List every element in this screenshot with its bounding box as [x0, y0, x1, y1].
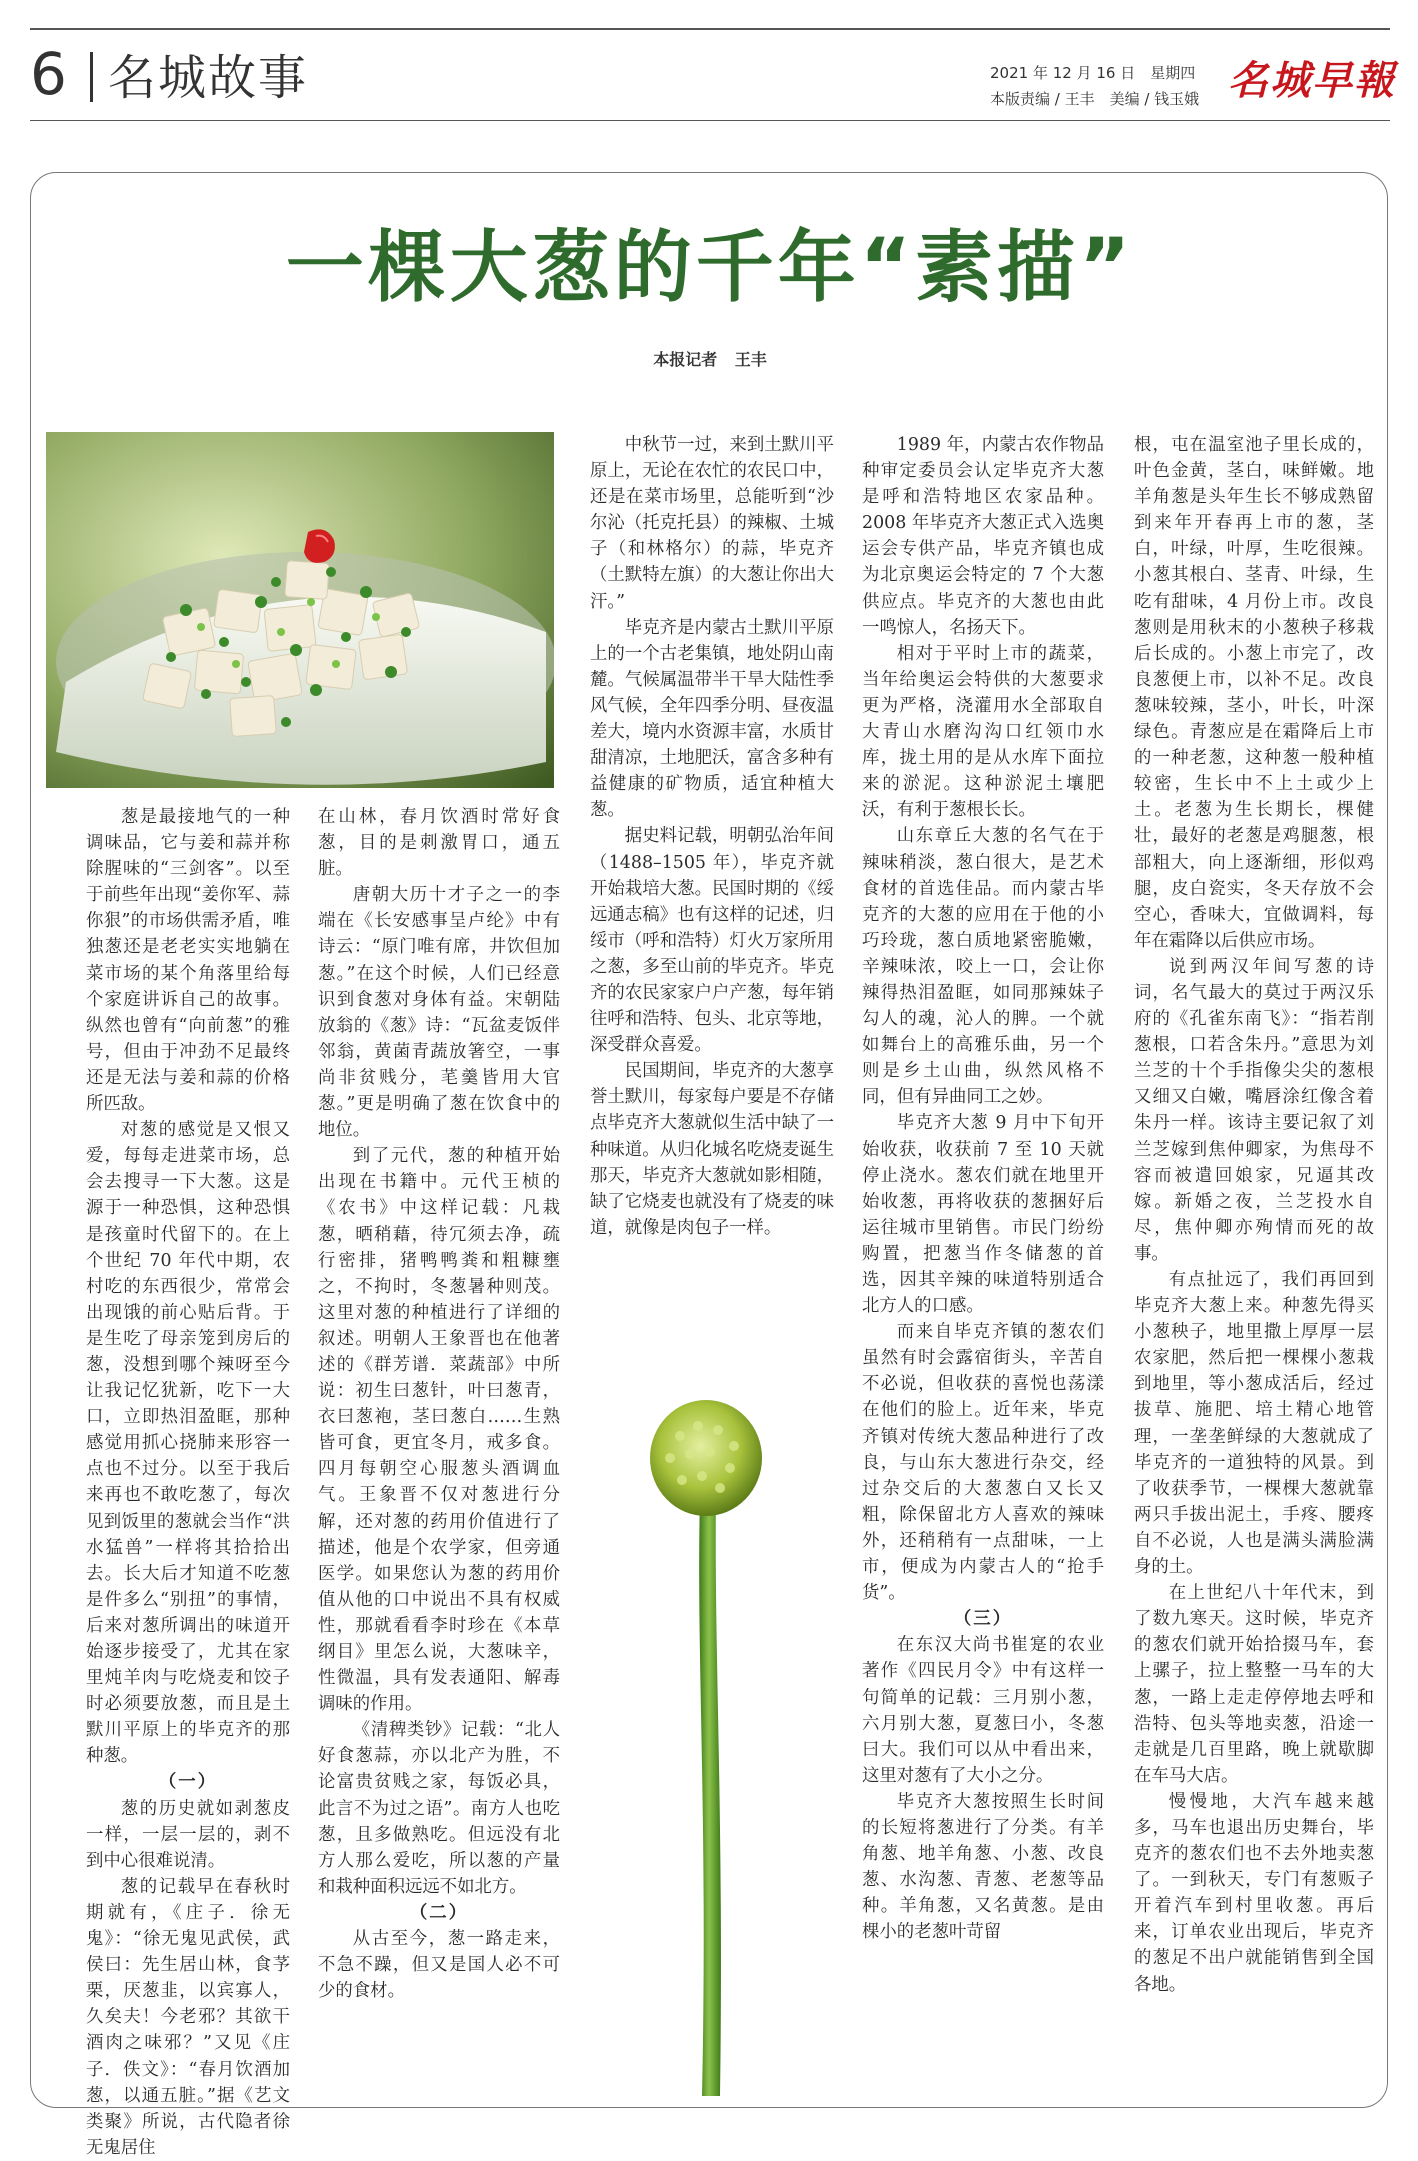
- byline: [30, 348, 1390, 372]
- paragraph: 说到两汉年间写葱的诗词，名气最大的莫过于两汉乐府的《孔雀东南飞》：“指若削葱根，口若含朱丹。”意思为刘兰芝的十个手指像尖尖的葱根又细又白嫩，嘴唇涂红像含着朱丹一样。该诗主要记叙了刘兰芝嫁到焦仲卿家，为焦母不容而被遣回娘家，兄逼其改嫁。新婚之夜，兰芝投水自尽，焦仲卿亦殉情而死的故事。: [1134, 956, 1374, 1264]
- page-number: 6: [30, 40, 67, 108]
- paragraph: 毕克齐是内蒙古土默川平原上的一个古老集镇，地处阴山南麓。气候属温带半干旱大陆性季风气候，全年四季分明、昼夜温差大，境内水资源丰富，水质甘甜清凉，土地肥沃，富含多种有益健康的矿物质，适宜种植大葱。: [590, 617, 834, 821]
- paragraph: 有点扯远了，我们再回到毕克齐大葱上来。种葱先得买小葱秧子，地里撒上厚厚一层农家肥，然后把一棵棵小葱栽到地里，等小葱成活后，经过拔草、施肥、培土精心地管理，一垄垄鲜绿的大葱就成了毕克齐的一道独特的风景。到了收获季节，一棵棵大葱就靠两只手拔出泥土，手疼、腰疼自不必说，人也是满头满脸满身的土。: [1134, 1270, 1374, 1578]
- paragraph: 《清稗类钞》记载：“北人好食葱蒜，亦以北产为胜，不论富贵贫贱之家，每饭必具，此言不为过之语”。南方人也吃葱，且多做熟吃。但远没有北方人那么爱吃，所以葱的产量和栽种面积远远不如北方。: [318, 1720, 560, 1897]
- tofu-dish-illustration: [46, 432, 554, 788]
- article-column-2: [318, 804, 560, 2004]
- paragraph: 相对于平时上市的蔬菜，当年给奥运会特供的大葱要求更为严格，浇灌用水全部取自大青山水磨沟沟口红领巾水库，拢土用的是从水库下面拉来的淤泥。这种淤泥土壤肥沃，有利于葱根长长。: [862, 643, 1104, 821]
- paragraph: 1989 年，内蒙古农作物品种审定委员会认定毕克齐大葱是呼和浩特地区农家品种。2008 年毕克齐大葱正式入选奥运会专供产品，毕克齐镇也成为北京奥运会特定的 7 个大葱供应点。毕克齐的大葱也由此一鸣惊人，名扬天下。: [862, 435, 1104, 638]
- article-column-1: [86, 804, 290, 2161]
- masthead-separator: [90, 52, 93, 102]
- editors-credit: 本版责编 / 王丰 美编 / 钱玉娥: [990, 90, 1200, 108]
- masthead-top-rule: [30, 28, 1390, 30]
- paragraph: 葱的历史就如剥葱皮一样，一层一层的，剥不到中心很难说清。: [86, 1798, 290, 1871]
- paragraph: 从古至今，葱一路走来，不急不躁，但又是国人必不可少的食材。: [318, 1929, 560, 2002]
- tofu-scallion-photo: [46, 432, 554, 788]
- paragraph: 在山林，春月饮酒时常好食葱，目的是刺激胃口，通五脏。: [318, 807, 560, 880]
- paragraph: 到了元代，葱的种植开始出现在书籍中。元代王桢的《农书》中这样记载：凡栽葱，晒稍藉，待冗须去净，疏行密排，猪鸭鸭粪和粗糠壅之，不拘时，冬葱暑种则茂。这里对葱的种植进行了详细的叙述。明朝人王象晋也在他著述的《群芳谱．菜蔬部》中所说：初生曰葱针，叶曰葱青，衣曰葱袍，茎曰葱白……生熟皆可食，更宜冬月，戒多食。四月每朝空心服葱头酒调血气。王象晋不仅对葱进行分解，还对葱的药用价值进行了描述，他是个农学家，但旁通医学。如果您认为葱的药用价值从他的口中说出不具有权威性，那就看看李时珍在《本草纲目》里怎么说，大葱味辛，性微温，具有发表通阳、解毒调味的作用。: [318, 1146, 560, 1715]
- section-title: 名城故事: [108, 50, 309, 106]
- paragraph: 葱的记载早在春秋时期就有，《庄子．徐无鬼》：“徐无鬼见武侯，武侯曰：先生居山林，食芧栗，厌葱韭，以宾寡人，久矣夫！今老邪？其欲干酒肉之味邪？”又见《庄子．佚文》：“春月饮酒加葱，以通五脏。”据《艺文类聚》所说，古代隐者徐无鬼居住: [86, 1876, 290, 2158]
- scallion-stalk-illustration: [640, 1396, 770, 2096]
- paragraph: 毕克齐大葱 9 月中下旬开始收获，收获前 7 至 10 天就停止浇水。葱农们就在地里开始收葱，再将收获的葱捆好后运往城市里销售。市民门纷纷购置，把葱当作冬储葱的首选，因其辛辣的味道特别适合北方人的口感。: [862, 1113, 1104, 1317]
- article-headline: 一棵大葱的千年“素描”: [285, 223, 1135, 313]
- paragraph: 根，屯在温室池子里长成的，叶色金黄，茎白，味鲜嫩。地羊角葱是头年生长不够成熟留到来年开春再上市的葱，茎白，叶绿，叶厚，生吃很辣。小葱其根白、茎青、叶绿，生吃有甜味，4 月份上市。改良葱则是用秋末的小葱秧子移栽后长成的。小葱上市完了，改良葱便上市，以补不足。改良葱味较辣，茎小，叶长，叶深绿色。青葱应是在霜降后上市的一种老葱，这种葱一般种植较密，生长中不上土或少上土。老葱为生长期长，棵健壮，最好的老葱是鸡腿葱，根部粗大，向上逐渐细，形似鸡腿，皮白瓷实，冬天存放不会空心，香味大，宜做调料，每年在霜降以后供应市场。: [1134, 435, 1374, 951]
- section-subhead-1: （一）: [158, 1772, 218, 1793]
- newspaper-logo: 名城早報: [1228, 57, 1396, 104]
- paragraph: 对葱的感觉是又恨又爱，每每走进菜市场，总会去搜寻一下大葱。这是源于一种恐惧，这种恐惧是孩童时代留下的。在上个世纪 70 年代中期，农村吃的东西很少，常常会出现饿的前心贴后背。于是生吃了母亲笼到房后的葱，没想到哪个辣呀至今让我记忆犹新，吃下一大口，立即热泪盈眶，那种感觉用抓心挠肺来形容一点也不过分。以至于我后来再也不敢吃葱了，每次见到饭里的葱就会当作“洪水猛兽”一样将其拾拾出去。长大后才知道不吃葱是件多么“别扭”的事情，后来对葱所调出的味道开始逐步接受了，尤其在家里炖羊肉与吃烧麦和饺子时必须要放葱，而且是土默川平原上的毕克齐的那种葱。: [86, 1120, 290, 1767]
- paragraph: 民国期间，毕克齐的大葱享誉土默川，每家每户要是不存储点毕克齐大葱就似生活中缺了一种味道。从归化城名吃烧麦诞生那天，毕克齐大葱就如影相随，缺了它烧麦也就没有了烧麦的味道，就像是肉包子一样。: [590, 1061, 834, 1238]
- scallion-flower-decoration: [640, 1396, 770, 2096]
- paragraph: 毕克齐大葱按照生长时间的长短将葱进行了分类。有羊角葱、地羊角葱、小葱、改良葱、水沟葱、青葱、老葱等品种。羊角葱，又名黄葱。是由棵小的老葱叶苛留: [862, 1791, 1104, 1943]
- article-column-5: [1134, 432, 1374, 1998]
- paragraph: 在上世纪八十年代末，到了数九寒天。这时候，毕克齐的葱农们就开始拾掇马车，套上骡子，拉上整整一马车的大葱，一路上走走停停地去呼和浩特、包头等地卖葱，沿途一走就是几百里路，晚上就歇脚在车马大店。: [1134, 1583, 1374, 1786]
- masthead-bottom-rule: [30, 120, 1390, 121]
- paragraph: 中秋节一过，来到土默川平原上，无论在农忙的农民口中，还是在菜市场里，总能听到“沙尔沁（托克托县）的辣椒、土城子（和林格尔）的蒜，毕克齐（土默特左旗）的大葱让你出大汗。”: [590, 435, 834, 612]
- section-subhead-2: （二）: [409, 1902, 469, 1923]
- byline-name: 王丰: [734, 350, 767, 369]
- paragraph: 慢慢地，大汽车越来越多，马车也退出历史舞台，毕克齐的葱农们也不去外地卖葱了。一到秋天，专门有葱贩子开着汽车到村里收葱。再后来，订单农业出现后，毕克齐的葱足不出户就能销售到全国各地。: [1134, 1791, 1374, 1995]
- issue-date: 2021 年 12 月 16 日 星期四: [990, 64, 1196, 82]
- paragraph: 在东汉大尚书崔寔的农业著作《四民月令》中有这样一句简单的记载：三月别小葱，六月别大葱，夏葱曰小，冬葱曰大。我们可以从中看出来，这里对葱有了大小之分。: [862, 1635, 1104, 1786]
- article-column-4: [862, 432, 1104, 1945]
- byline-role: 本报记者: [653, 350, 718, 369]
- paragraph: 据史料记载，明朝弘治年间（1488–1505 年），毕克齐就开始栽培大葱。民国时期的《绥远通志稿》也有这样的记述，归绥市（呼和浩特）灯火万家所用之葱，多至山前的毕克齐。毕克齐的农民家家户户产葱，每年销往呼和浩特、包头、北京等地，深受群众喜爱。: [590, 826, 834, 1056]
- paragraph: 葱是最接地气的一种调味品，它与姜和蒜并称除腥味的“三剑客”。以至于前些年出现“姜你军、蒜你狠”的市场供需矛盾，唯独葱还是老老实实地躺在菜市场的某个角落里给每个家庭讲诉自己的故事。纵然也曾有“向前葱”的雅号，但由于冲劲不足最终还是无法与姜和蒜的价格所匹敌。: [86, 807, 290, 1115]
- paragraph: 唐朝大历十才子之一的李端在《长安感事呈卢纶》中有诗云：“原门唯有席，井饮但加葱。”在这个时候，人们已经意识到食葱对身体有益。宋朝陆放翁的《葱》诗：“瓦盆麦饭伴邻翁，黄菌青蔬放箸空，一事尚非贫贱分，芼羹皆用大官葱。”更是明确了葱在饮食中的地位。: [318, 885, 560, 1141]
- paragraph: 而来自毕克齐镇的葱农们虽然有时会露宿街头，辛苦自不必说，但收获的喜悦也荡漾在他们的脸上。近年来，毕克齐镇对传统大葱品种进行了改良，与山东大葱进行杂交，经过杂交后的大葱葱白又长又粗，除保留北方人喜欢的辣味外，还稍稍有一点甜味，一上市，便成为内蒙古人的“抢手货”。: [862, 1322, 1104, 1604]
- paragraph: 山东章丘大葱的名气在于辣味稍淡，葱白很大，是艺术食材的首选佳品。而内蒙古毕克齐的大葱的应用在于他的小巧玲珑，葱白质地紧密脆嫩，辛辣味浓，咬上一口，会让你辣得热泪盈眶，如同那辣妹子勾人的魂，沁人的脾。一个就如舞台上的高雅乐曲，另一个则是乡土山曲，纵然风格不同，但有异曲同工之妙。: [862, 826, 1104, 1108]
- article-column-3: [590, 432, 834, 1241]
- section-subhead-3: （三）: [953, 1609, 1013, 1630]
